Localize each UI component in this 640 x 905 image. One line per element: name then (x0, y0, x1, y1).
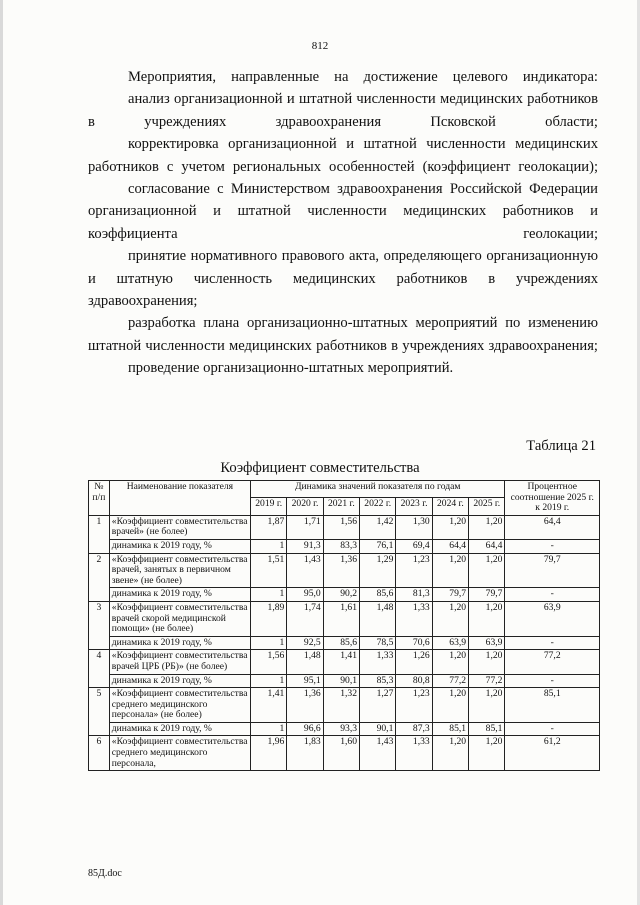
percent-value: 61,2 (505, 736, 600, 771)
percent-value: 63,9 (505, 601, 600, 636)
year-value: 1,20 (432, 515, 468, 539)
header-num: № п/п (89, 481, 110, 516)
paragraph-item: корректировка организационной и штатной численности медицинских работников с учетом региональных особенностей (коэффициент геолокации); (88, 136, 598, 175)
year-value: 1,20 (469, 736, 505, 771)
year-value: 1,23 (396, 688, 432, 723)
dynamics-row (89, 636, 600, 650)
dynamics-value: 1 (251, 539, 287, 553)
dynamics-percent: - (505, 539, 600, 553)
year-value: 1,61 (323, 601, 359, 636)
header-year: 2022 г. (360, 498, 396, 515)
dynamics-percent: - (505, 722, 600, 736)
percent-value: 77,2 (505, 650, 600, 674)
dynamics-value: 79,7 (432, 588, 468, 602)
dynamics-value: 85,3 (360, 674, 396, 688)
scan-edge-left (0, 0, 3, 905)
year-value: 1,29 (360, 553, 396, 588)
dynamics-value: 64,4 (432, 539, 468, 553)
year-value: 1,56 (323, 515, 359, 539)
table-body (89, 515, 600, 770)
indicator-name: «Коэффициент совместительства врачей» (не более) (109, 515, 250, 539)
year-value: 1,20 (432, 601, 468, 636)
dynamics-value: 76,1 (360, 539, 396, 553)
dynamics-label: динамика к 2019 году, % (109, 636, 250, 650)
year-value: 1,41 (251, 688, 287, 723)
dynamics-value: 77,2 (432, 674, 468, 688)
header-year: 2020 г. (287, 498, 323, 515)
dynamics-value: 95,1 (287, 674, 323, 688)
header-year: 2025 г. (469, 498, 505, 515)
year-value: 1,48 (287, 650, 323, 674)
row-number: 4 (89, 650, 110, 688)
percent-value: 85,1 (505, 688, 600, 723)
dynamics-percent: - (505, 674, 600, 688)
year-value: 1,32 (323, 688, 359, 723)
header-percent: Процентное соотношение 2025 г. к 2019 г. (505, 481, 600, 516)
year-value: 1,83 (287, 736, 323, 771)
data-table (88, 480, 600, 771)
year-value: 1,30 (396, 515, 432, 539)
dynamics-value: 90,1 (360, 722, 396, 736)
row-number: 5 (89, 688, 110, 736)
year-value: 1,96 (251, 736, 287, 771)
year-value: 1,26 (396, 650, 432, 674)
dynamics-value: 63,9 (432, 636, 468, 650)
dynamics-value: 93,3 (323, 722, 359, 736)
dynamics-value: 96,6 (287, 722, 323, 736)
dynamics-row (89, 539, 600, 553)
year-value: 1,20 (432, 688, 468, 723)
year-value: 1,20 (469, 515, 505, 539)
dynamics-value: 77,2 (469, 674, 505, 688)
dynamics-value: 80,8 (396, 674, 432, 688)
dynamics-row (89, 674, 600, 688)
year-value: 1,23 (396, 553, 432, 588)
header-name: Наименование показателя (109, 481, 250, 516)
dynamics-value: 81,3 (396, 588, 432, 602)
dynamics-value: 79,7 (469, 588, 505, 602)
table-row (89, 515, 600, 539)
header-year: 2023 г. (396, 498, 432, 515)
paragraph-intro: Мероприятия, направленные на достижение целевого индикатора: (128, 69, 598, 85)
indicator-name: «Коэффициент совместительства среднего медицинского персонала» (не более) (109, 688, 250, 723)
year-value: 1,71 (287, 515, 323, 539)
dynamics-label: динамика к 2019 году, % (109, 674, 250, 688)
row-number: 6 (89, 736, 110, 771)
percent-value: 79,7 (505, 553, 600, 588)
year-value: 1,36 (287, 688, 323, 723)
year-value: 1,20 (469, 553, 505, 588)
year-value: 1,27 (360, 688, 396, 723)
dynamics-value: 85,1 (432, 722, 468, 736)
paragraph-item: согласование с Министерством здравоохранения Российской Федерации организационной и штатной численности медицинских работников и коэффициента геолокации; (88, 181, 598, 242)
paragraph-item: анализ организационной и штатной численности медицинских работников в учреждениях здравоохранения Псковской области; (88, 91, 598, 130)
table-row (89, 650, 600, 674)
year-value: 1,43 (360, 736, 396, 771)
table-row (89, 601, 600, 636)
dynamics-label: динамика к 2019 году, % (109, 539, 250, 553)
dynamics-value: 1 (251, 674, 287, 688)
table-title: Коэффициент совместительства (220, 460, 420, 476)
table-header-row (89, 481, 600, 498)
dynamics-value: 63,9 (469, 636, 505, 650)
row-number: 3 (89, 601, 110, 649)
dynamics-value: 64,4 (469, 539, 505, 553)
year-value: 1,41 (323, 650, 359, 674)
year-value: 1,33 (360, 650, 396, 674)
dynamics-label: динамика к 2019 году, % (109, 722, 250, 736)
indicator-name: «Коэффициент совместительства врачей, занятых в первичном звене» (не более) (109, 553, 250, 588)
year-value: 1,20 (469, 688, 505, 723)
dynamics-row (89, 588, 600, 602)
table-row (89, 688, 600, 723)
year-value: 1,51 (251, 553, 287, 588)
file-name-footer: 85Д.doc (88, 868, 122, 879)
page-number: 812 (311, 40, 329, 52)
dynamics-value: 78,5 (360, 636, 396, 650)
paragraph-item: проведение организационно-штатных мероприятий. (128, 360, 454, 377)
table-row (89, 736, 600, 771)
dynamics-value: 70,6 (396, 636, 432, 650)
indicator-name: «Коэффициент совместительства врачей скорой медицинской помощи» (не более) (109, 601, 250, 636)
dynamics-percent: - (505, 636, 600, 650)
year-value: 1,74 (287, 601, 323, 636)
year-value: 1,20 (432, 553, 468, 588)
paragraph-item: разработка плана организационно-штатных мероприятий по изменению штатной численности медицинских работников в учреждениях здравоохранения; (88, 315, 598, 354)
dynamics-value: 1 (251, 588, 287, 602)
year-value: 1,60 (323, 736, 359, 771)
row-number: 2 (89, 553, 110, 601)
year-value: 1,36 (323, 553, 359, 588)
row-number: 1 (89, 515, 110, 553)
year-value: 1,48 (360, 601, 396, 636)
paragraph-item: принятие нормативного правового акта, определяющего организационную и штатную численность медицинских работников в учреждениях здравоохранения; (88, 248, 598, 310)
dynamics-row (89, 722, 600, 736)
header-year: 2024 г. (432, 498, 468, 515)
year-value: 1,42 (360, 515, 396, 539)
year-value: 1,20 (432, 736, 468, 771)
header-year: 2021 г. (323, 498, 359, 515)
dynamics-value: 90,1 (323, 674, 359, 688)
year-value: 1,20 (432, 650, 468, 674)
header-dynamics: Динамика значений показателя по годам (251, 481, 505, 498)
dynamics-value: 69,4 (396, 539, 432, 553)
year-value: 1,87 (251, 515, 287, 539)
dynamics-value: 87,3 (396, 722, 432, 736)
dynamics-value: 1 (251, 722, 287, 736)
indicator-name: «Коэффициент совместительства среднего медицинского персонала, (109, 736, 250, 771)
dynamics-value: 92,5 (287, 636, 323, 650)
dynamics-value: 95,0 (287, 588, 323, 602)
dynamics-value: 85,6 (360, 588, 396, 602)
dynamics-value: 1 (251, 636, 287, 650)
year-value: 1,20 (469, 650, 505, 674)
dynamics-value: 90,2 (323, 588, 359, 602)
indicator-name: «Коэффициент совместительства врачей ЦРБ (РБ)» (не более) (109, 650, 250, 674)
percent-value: 64,4 (505, 515, 600, 539)
year-value: 1,56 (251, 650, 287, 674)
dynamics-value: 91,3 (287, 539, 323, 553)
year-value: 1,20 (469, 601, 505, 636)
year-value: 1,43 (287, 553, 323, 588)
dynamics-label: динамика к 2019 году, % (109, 588, 250, 602)
year-value: 1,33 (396, 601, 432, 636)
dynamics-value: 85,6 (323, 636, 359, 650)
table-row (89, 553, 600, 588)
dynamics-value: 85,1 (469, 722, 505, 736)
year-value: 1,89 (251, 601, 287, 636)
table-label: Таблица 21 (526, 438, 596, 454)
year-value: 1,33 (396, 736, 432, 771)
dynamics-value: 83,3 (323, 539, 359, 553)
dynamics-percent: - (505, 588, 600, 602)
body-text (88, 66, 598, 380)
header-year: 2019 г. (251, 498, 287, 515)
